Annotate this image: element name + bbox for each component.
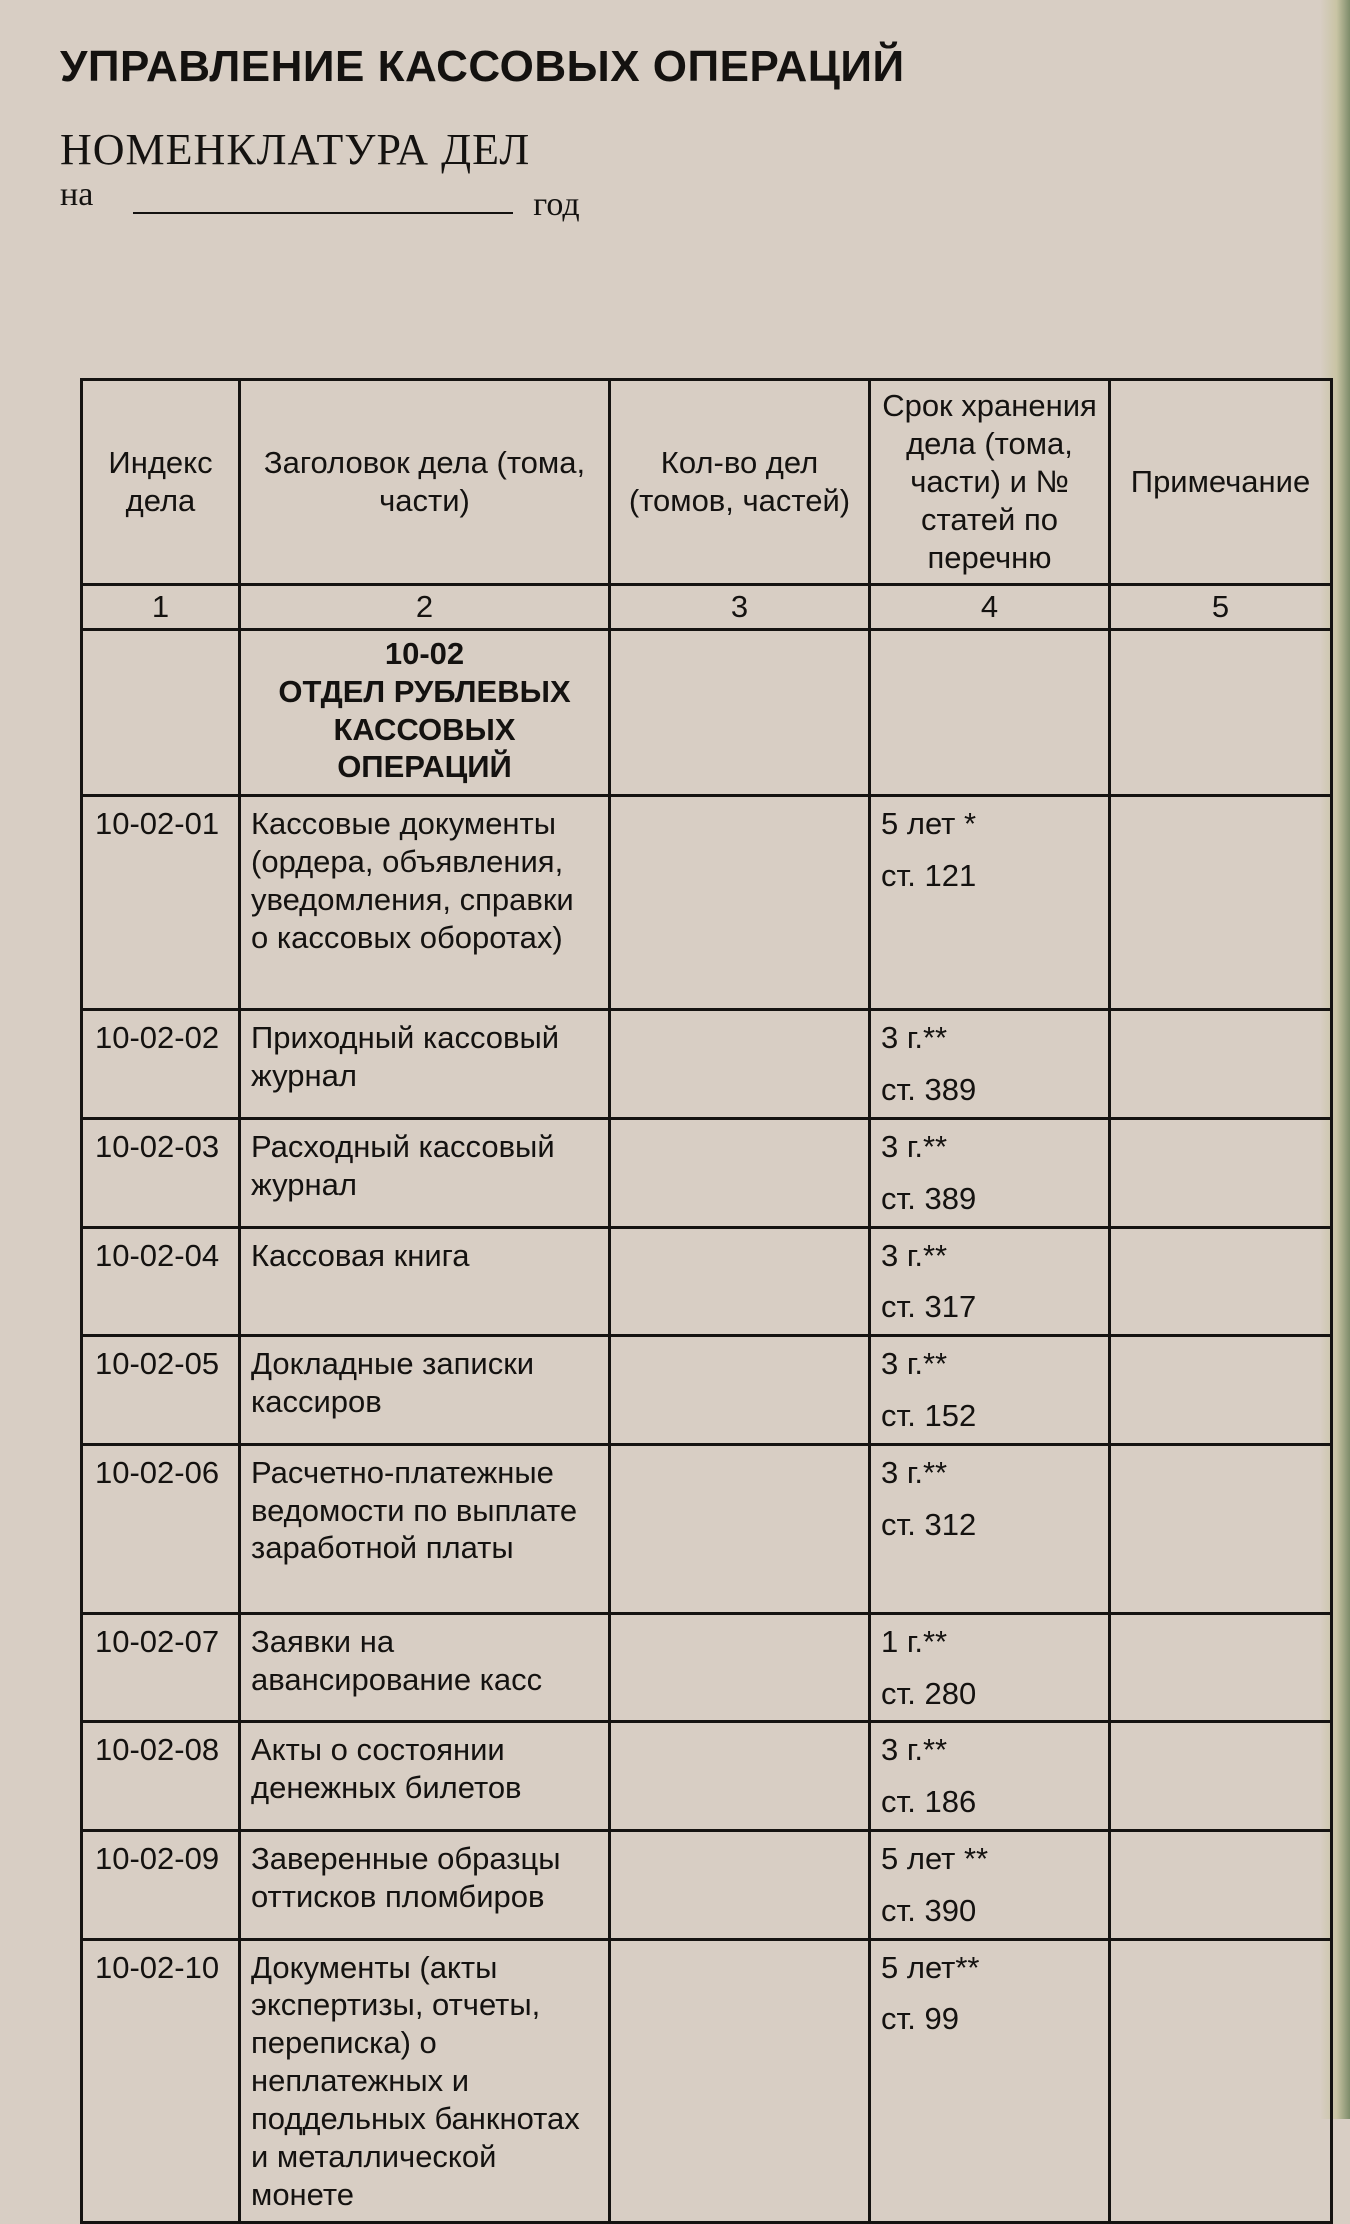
row-period-term: 3 г.** — [881, 1732, 948, 1768]
row-title: Документы (акты экспертизы, отчеты, переписка) о неплатежных и поддельных банкнотах и металлической монете — [240, 1939, 610, 2223]
row-period — [870, 1444, 1110, 1613]
year-line — [60, 168, 580, 223]
nomenclature-table — [80, 378, 1333, 2224]
row-count — [610, 1613, 870, 1722]
row-period-term: 3 г.** — [881, 1128, 948, 1164]
section-title — [240, 630, 610, 796]
row-count — [610, 1939, 870, 2223]
section-row — [82, 630, 1332, 796]
empty-cell — [610, 630, 870, 796]
column-header-period: Срок хранения дела (тома, части) и № статей по перечню — [870, 380, 1110, 585]
row-index: 10-02-06 — [82, 1444, 240, 1613]
row-article: ст. 152 — [881, 1397, 977, 1433]
row-period-term: 3 г.** — [881, 1020, 948, 1056]
row-period-term: 1 г.** — [881, 1623, 948, 1659]
row-article: ст. 121 — [881, 858, 977, 894]
empty-cell — [82, 630, 240, 796]
row-period — [870, 1831, 1110, 1940]
row-article: ст. 390 — [881, 1892, 977, 1928]
row-period — [870, 1613, 1110, 1722]
section-code: 10-02 — [384, 636, 465, 671]
row-title: Докладные записки кассиров — [240, 1336, 610, 1445]
row-note — [1110, 1227, 1332, 1336]
row-period — [870, 1939, 1110, 2223]
row-count — [610, 1831, 870, 1940]
column-number: 3 — [610, 585, 870, 630]
row-period — [870, 1010, 1110, 1119]
row-title: Акты о состоянии денежных билетов — [240, 1722, 610, 1831]
column-header-note: Примечание — [1110, 380, 1332, 585]
empty-cell — [870, 630, 1110, 796]
row-period — [870, 796, 1110, 1010]
row-note — [1110, 796, 1332, 1010]
column-header-index: Индекс дела — [82, 380, 240, 585]
row-title: Заявки на авансирование касс — [240, 1613, 610, 1722]
row-note — [1110, 1831, 1332, 1940]
row-period-term: 5 лет * — [881, 806, 977, 842]
year-prefix: на — [60, 176, 94, 213]
row-index: 10-02-04 — [82, 1227, 240, 1336]
column-header-title: Заголовок дела (тома, части) — [240, 380, 610, 585]
year-suffix: год — [533, 186, 580, 223]
row-index: 10-02-01 — [82, 796, 240, 1010]
row-count — [610, 1722, 870, 1831]
row-title: Приходный кассовый журнал — [240, 1010, 610, 1119]
column-number: 5 — [1110, 585, 1332, 630]
row-count — [610, 1336, 870, 1445]
row-index: 10-02-02 — [82, 1010, 240, 1119]
row-note — [1110, 1939, 1332, 2223]
row-count — [610, 796, 870, 1010]
empty-cell — [1110, 630, 1332, 796]
row-period — [870, 1118, 1110, 1227]
row-article: ст. 317 — [881, 1289, 977, 1325]
table-row — [82, 1613, 1332, 1722]
row-index: 10-02-08 — [82, 1722, 240, 1831]
row-article: ст. 389 — [881, 1180, 977, 1216]
row-title: Расчетно-платежные ведомости по выплате заработной платы — [240, 1444, 610, 1613]
table-row — [82, 1010, 1332, 1119]
row-count — [610, 1010, 870, 1119]
row-note — [1110, 1336, 1332, 1445]
table-row — [82, 1722, 1332, 1831]
table-row — [82, 796, 1332, 1010]
row-index: 10-02-09 — [82, 1831, 240, 1940]
row-title: Кассовые документы (ордера, объявления, уведомления, справки о кассовых оборотах) — [240, 796, 610, 1010]
table-row — [82, 1939, 1332, 2223]
document-heading: УПРАВЛЕНИЕ КАССОВЫХ ОПЕРАЦИЙ — [60, 42, 905, 91]
row-period-term: 5 лет ** — [881, 1841, 989, 1876]
column-number: 1 — [82, 585, 240, 630]
row-count — [610, 1444, 870, 1613]
row-note — [1110, 1722, 1332, 1831]
row-index: 10-02-10 — [82, 1939, 240, 2223]
table-row — [82, 1831, 1332, 1940]
row-note — [1110, 1118, 1332, 1227]
year-blank-field — [133, 168, 513, 214]
row-title: Кассовая книга — [240, 1227, 610, 1336]
row-article: ст. 99 — [881, 2001, 959, 2037]
column-number-row — [82, 585, 1332, 630]
section-name: ОТДЕЛ РУБЛЕВЫХ КАССОВЫХ ОПЕРАЦИЙ — [278, 673, 571, 785]
row-article: ст. 186 — [881, 1784, 977, 1820]
table-row — [82, 1336, 1332, 1445]
row-count — [610, 1118, 870, 1227]
row-period — [870, 1336, 1110, 1445]
table-header-row — [82, 380, 1332, 585]
table-row — [82, 1444, 1332, 1613]
row-period — [870, 1722, 1110, 1831]
column-header-count: Кол-во дел (томов, частей) — [610, 380, 870, 585]
column-number: 2 — [240, 585, 610, 630]
row-index: 10-02-03 — [82, 1118, 240, 1227]
row-period-term: 5 лет** — [881, 1949, 980, 1985]
document-subtitle: НОМЕНКЛАТУРА ДЕЛ — [60, 125, 531, 174]
row-title: Расходный кассовый журнал — [240, 1118, 610, 1227]
row-period-term: 3 г.** — [881, 1346, 948, 1382]
row-title: Заверенные образцы оттисков пломбиров — [240, 1831, 610, 1940]
column-number: 4 — [870, 585, 1110, 630]
row-article: ст. 312 — [881, 1506, 977, 1542]
row-article: ст. 280 — [881, 1675, 977, 1711]
row-period-term: 3 г.** — [881, 1454, 948, 1490]
row-note — [1110, 1444, 1332, 1613]
table-row — [82, 1118, 1332, 1227]
row-period — [870, 1227, 1110, 1336]
row-period-term: 3 г.** — [881, 1237, 948, 1273]
table-row — [82, 1227, 1332, 1336]
row-index: 10-02-05 — [82, 1336, 240, 1445]
row-count — [610, 1227, 870, 1336]
row-note — [1110, 1613, 1332, 1722]
row-index: 10-02-07 — [82, 1613, 240, 1722]
row-article: ст. 389 — [881, 1072, 977, 1108]
row-note — [1110, 1010, 1332, 1119]
